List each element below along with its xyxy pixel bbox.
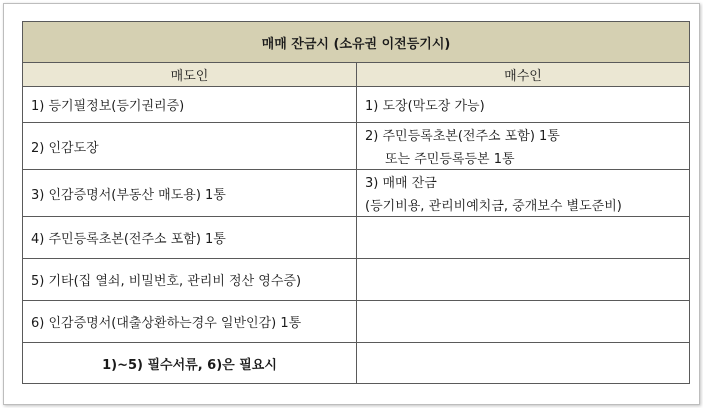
buyer-empty-cell (357, 343, 690, 384)
buyer-empty-cell (357, 301, 690, 343)
footnote-row (23, 343, 690, 384)
buyer-item-line: 2) 주민등록초본(전주소 포함) 1통 (365, 129, 560, 144)
table-title-row (23, 22, 690, 63)
seller-item: 1) 등기필정보(등기권리증) (23, 87, 357, 123)
buyer-empty-cell (357, 259, 690, 301)
seller-item: 6) 인감증명서(대출상환하는경우 일반인감) 1통 (23, 301, 357, 343)
buyer-item-subline: (등기비용, 관리비예치금, 중개보수 별도준비) (365, 199, 622, 214)
table-row (23, 87, 690, 123)
table-row (23, 123, 690, 170)
seller-item: 5) 기타(집 열쇠, 비밀번호, 관리비 정산 영수증) (23, 259, 357, 301)
table-header-row (23, 63, 690, 87)
footnote: 1)~5) 필수서류, 6)은 필요시 (23, 343, 357, 384)
table-row (23, 217, 690, 259)
buyer-item (357, 87, 690, 123)
seller-column-header: 매도인 (23, 63, 357, 87)
seller-item: 3) 인감증명서(부동산 매도용) 1통 (23, 170, 357, 217)
seller-item: 2) 인감도장 (23, 123, 357, 170)
buyer-item (357, 170, 690, 217)
table-title: 매매 잔금시 (소유권 이전등기시) (23, 22, 690, 63)
seller-item: 4) 주민등록초본(전주소 포함) 1통 (23, 217, 357, 259)
buyer-empty-cell (357, 217, 690, 259)
buyer-item-subline: 또는 주민등록등본 1통 (385, 152, 515, 167)
table-row (23, 170, 690, 217)
buyer-column-header: 매수인 (357, 63, 690, 87)
documents-table (22, 21, 690, 384)
document-frame (3, 3, 700, 405)
table-row (23, 259, 690, 301)
buyer-item (357, 123, 690, 170)
buyer-item-line: 1) 도장(막도장 가능) (365, 99, 485, 114)
buyer-item-line: 3) 매매 잔금 (365, 176, 437, 191)
table-row (23, 301, 690, 343)
